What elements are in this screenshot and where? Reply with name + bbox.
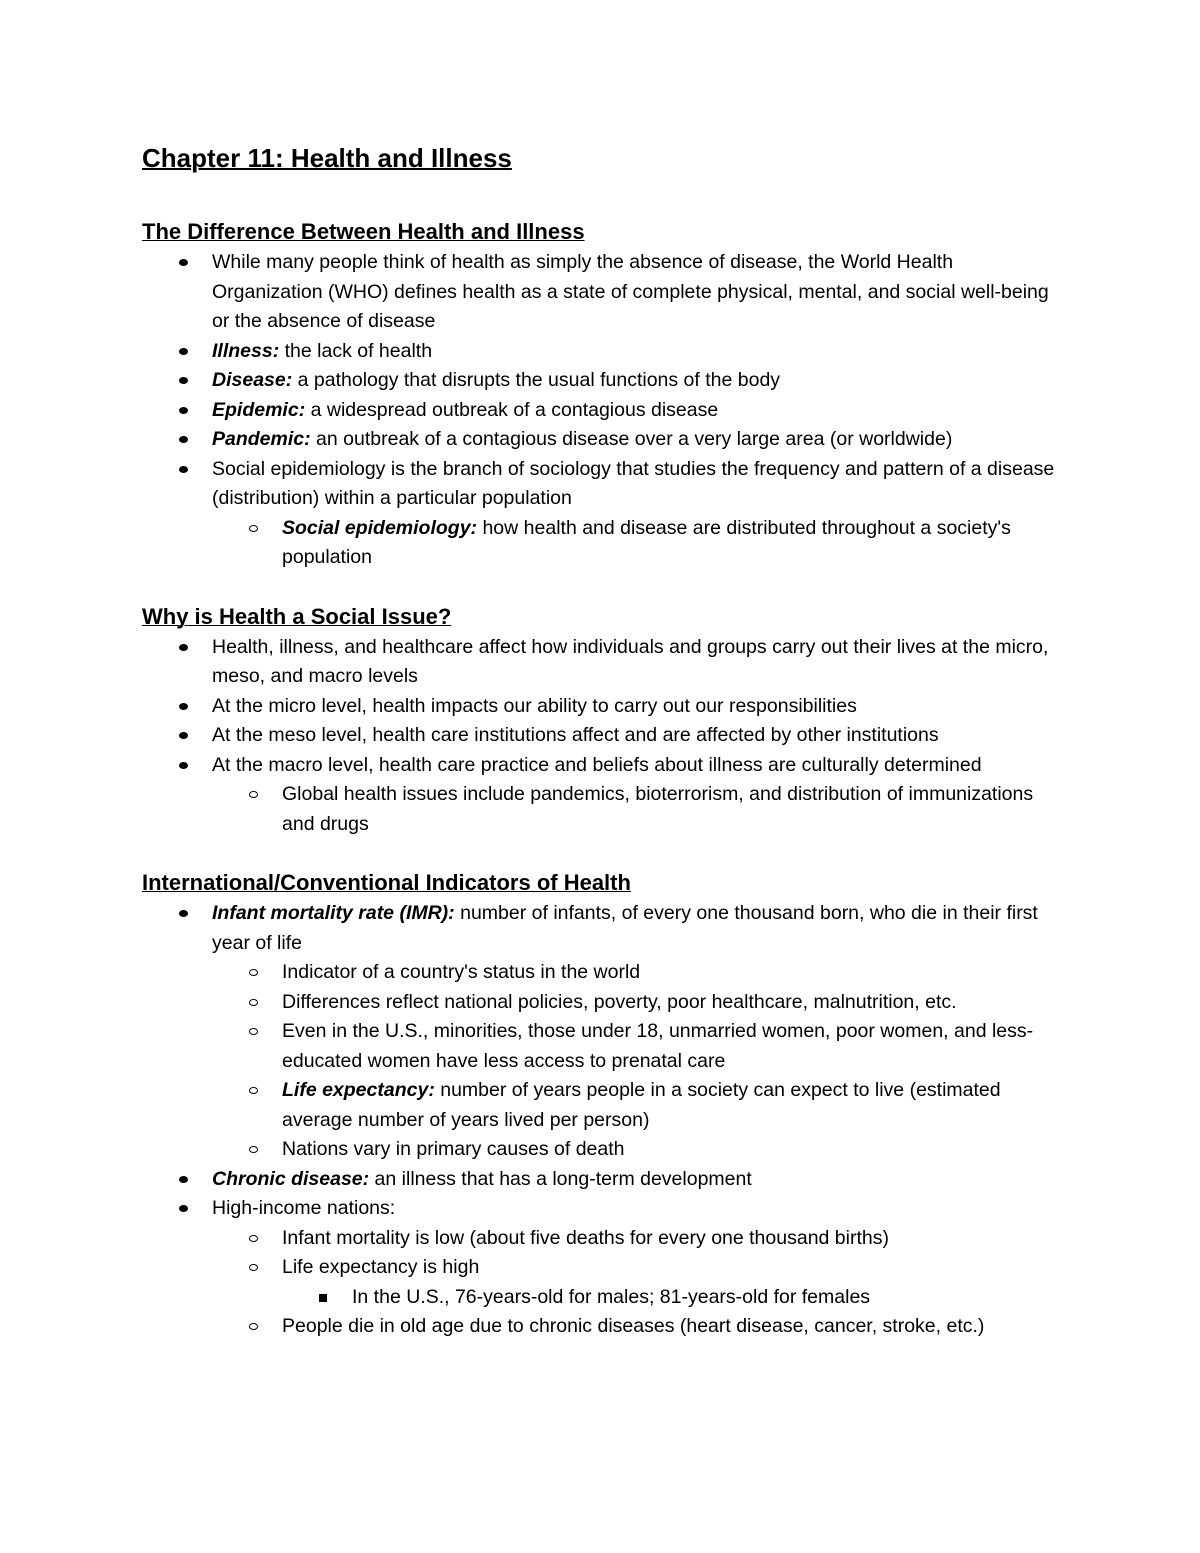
list-item: At the meso level, health care institutions affect and are affected by other institutions (142, 721, 1062, 751)
list-item: Health, illness, and healthcare affect how individuals and groups carry out their lives at the micro, meso, and macro levels (142, 633, 1062, 692)
sub-list-item: Even in the U.S., minorities, those under 18, unmarried women, poor women, and less-educated women have less access to prenatal care (212, 1017, 1062, 1076)
bullet-icon (179, 407, 188, 414)
list-item: Social epidemiology is the branch of sociology that studies the frequency and pattern of a disease (distribution) within a particular population Social epidemiology: how health and disease are distributed throughout a society's population (142, 455, 1062, 573)
circle-bullet-icon (249, 1146, 258, 1153)
page-title: Chapter 11: Health and Illness (142, 143, 512, 173)
bullet-icon (179, 910, 188, 917)
list-item: Disease: a pathology that disrupts the usual functions of the body (142, 366, 1062, 396)
list-item: While many people think of health as simply the absence of disease, the World Health Organization (WHO) defines health as a state of complete physical, mental, and social well-being or the absence of disease (142, 248, 1062, 337)
list-item: At the macro level, health care practice and beliefs about illness are culturally determined Global health issues include pandemics, bioterrorism, and distribution of immunizations and drugs (142, 751, 1062, 840)
sub-sub-list-item: In the U.S., 76-years-old for males; 81-years-old for females (282, 1283, 1062, 1313)
sub-list-item: Differences reflect national policies, poverty, poor healthcare, malnutrition, etc. (212, 988, 1062, 1018)
sub-list-item: Life expectancy is high In the U.S., 76-years-old for males; 81-years-old for females (212, 1253, 1062, 1312)
sub-list-item: Global health issues include pandemics, bioterrorism, and distribution of immunizations and drugs (212, 780, 1062, 839)
bullet-list (142, 633, 1062, 840)
sub-bullet-list (212, 1224, 1062, 1342)
sub-list-item: Infant mortality is low (about five deaths for every one thousand births) (212, 1224, 1062, 1254)
bullet-icon (179, 762, 188, 769)
bullet-icon (179, 703, 188, 710)
circle-bullet-icon (249, 1323, 258, 1330)
sub-list-item: Nations vary in primary causes of death (212, 1135, 1062, 1165)
bullet-icon (179, 1205, 188, 1212)
bullet-icon (179, 732, 188, 739)
bullet-icon (179, 466, 188, 473)
square-bullet-icon (319, 1294, 327, 1302)
bullet-icon (179, 1176, 188, 1183)
bullet-list (142, 899, 1062, 1342)
list-item: Epidemic: a widespread outbreak of a contagious disease (142, 396, 1062, 426)
sub-list-item: People die in old age due to chronic diseases (heart disease, cancer, stroke, etc.) (212, 1312, 1062, 1342)
circle-bullet-icon (249, 999, 258, 1006)
circle-bullet-icon (249, 791, 258, 798)
circle-bullet-icon (249, 1235, 258, 1242)
sub-list-item: Social epidemiology: how health and disease are distributed throughout a society's population (212, 514, 1062, 573)
bullet-icon (179, 348, 188, 355)
circle-bullet-icon (249, 1087, 258, 1094)
circle-bullet-icon (249, 525, 258, 532)
section-heading-social-issue: Why is Health a Social Issue? (142, 603, 452, 629)
section-heading-indicators: International/Conventional Indicators of Health (142, 870, 631, 895)
circle-bullet-icon (249, 1264, 258, 1271)
list-item: Chronic disease: an illness that has a long-term development (142, 1165, 1062, 1195)
sub-bullet-list (212, 780, 1062, 839)
bullet-icon (179, 259, 188, 266)
section-heading-difference: The Difference Between Health and Illness (142, 219, 585, 244)
bullet-icon (179, 377, 188, 384)
list-item: High-income nations: Infant mortality is low (about five deaths for every one thousand births) Life expectancy is high In the U.S., 76-years-old for males; 81-years-old for females People die in old age due to chronic diseases (heart disease, cancer, stroke, etc.) (142, 1194, 1062, 1342)
list-item: At the micro level, health impacts our ability to carry out our responsibilities (142, 692, 1062, 722)
list-item: Illness: the lack of health (142, 337, 1062, 367)
bullet-list (142, 248, 1062, 573)
bullet-icon (179, 644, 188, 651)
list-item: Infant mortality rate (IMR): number of infants, of every one thousand born, who die in their first year of life Indicator of a country's status in the world Differences reflect national policies, poverty, poor healthcare, malnutrition, etc. Even in the U.S., minorities, those under 18, unmarried women, poor women, and less-educated women have less access to prenatal care Life expectancy: number of years people in a society can expect to live (estimated average number of years lived per person) Nations vary in primary causes of death (142, 899, 1062, 1165)
list-item: Pandemic: an outbreak of a contagious disease over a very large area (or worldwide) (142, 425, 1062, 455)
document-page (142, 138, 1062, 1342)
sub-sub-bullet-list (282, 1283, 1062, 1313)
sub-list-item: Life expectancy: number of years people in a society can expect to live (estimated average number of years lived per person) (212, 1076, 1062, 1135)
bullet-icon (179, 436, 188, 443)
sub-bullet-list (212, 958, 1062, 1165)
sub-list-item: Indicator of a country's status in the world (212, 958, 1062, 988)
circle-bullet-icon (249, 1028, 258, 1035)
circle-bullet-icon (249, 969, 258, 976)
sub-bullet-list (212, 514, 1062, 573)
